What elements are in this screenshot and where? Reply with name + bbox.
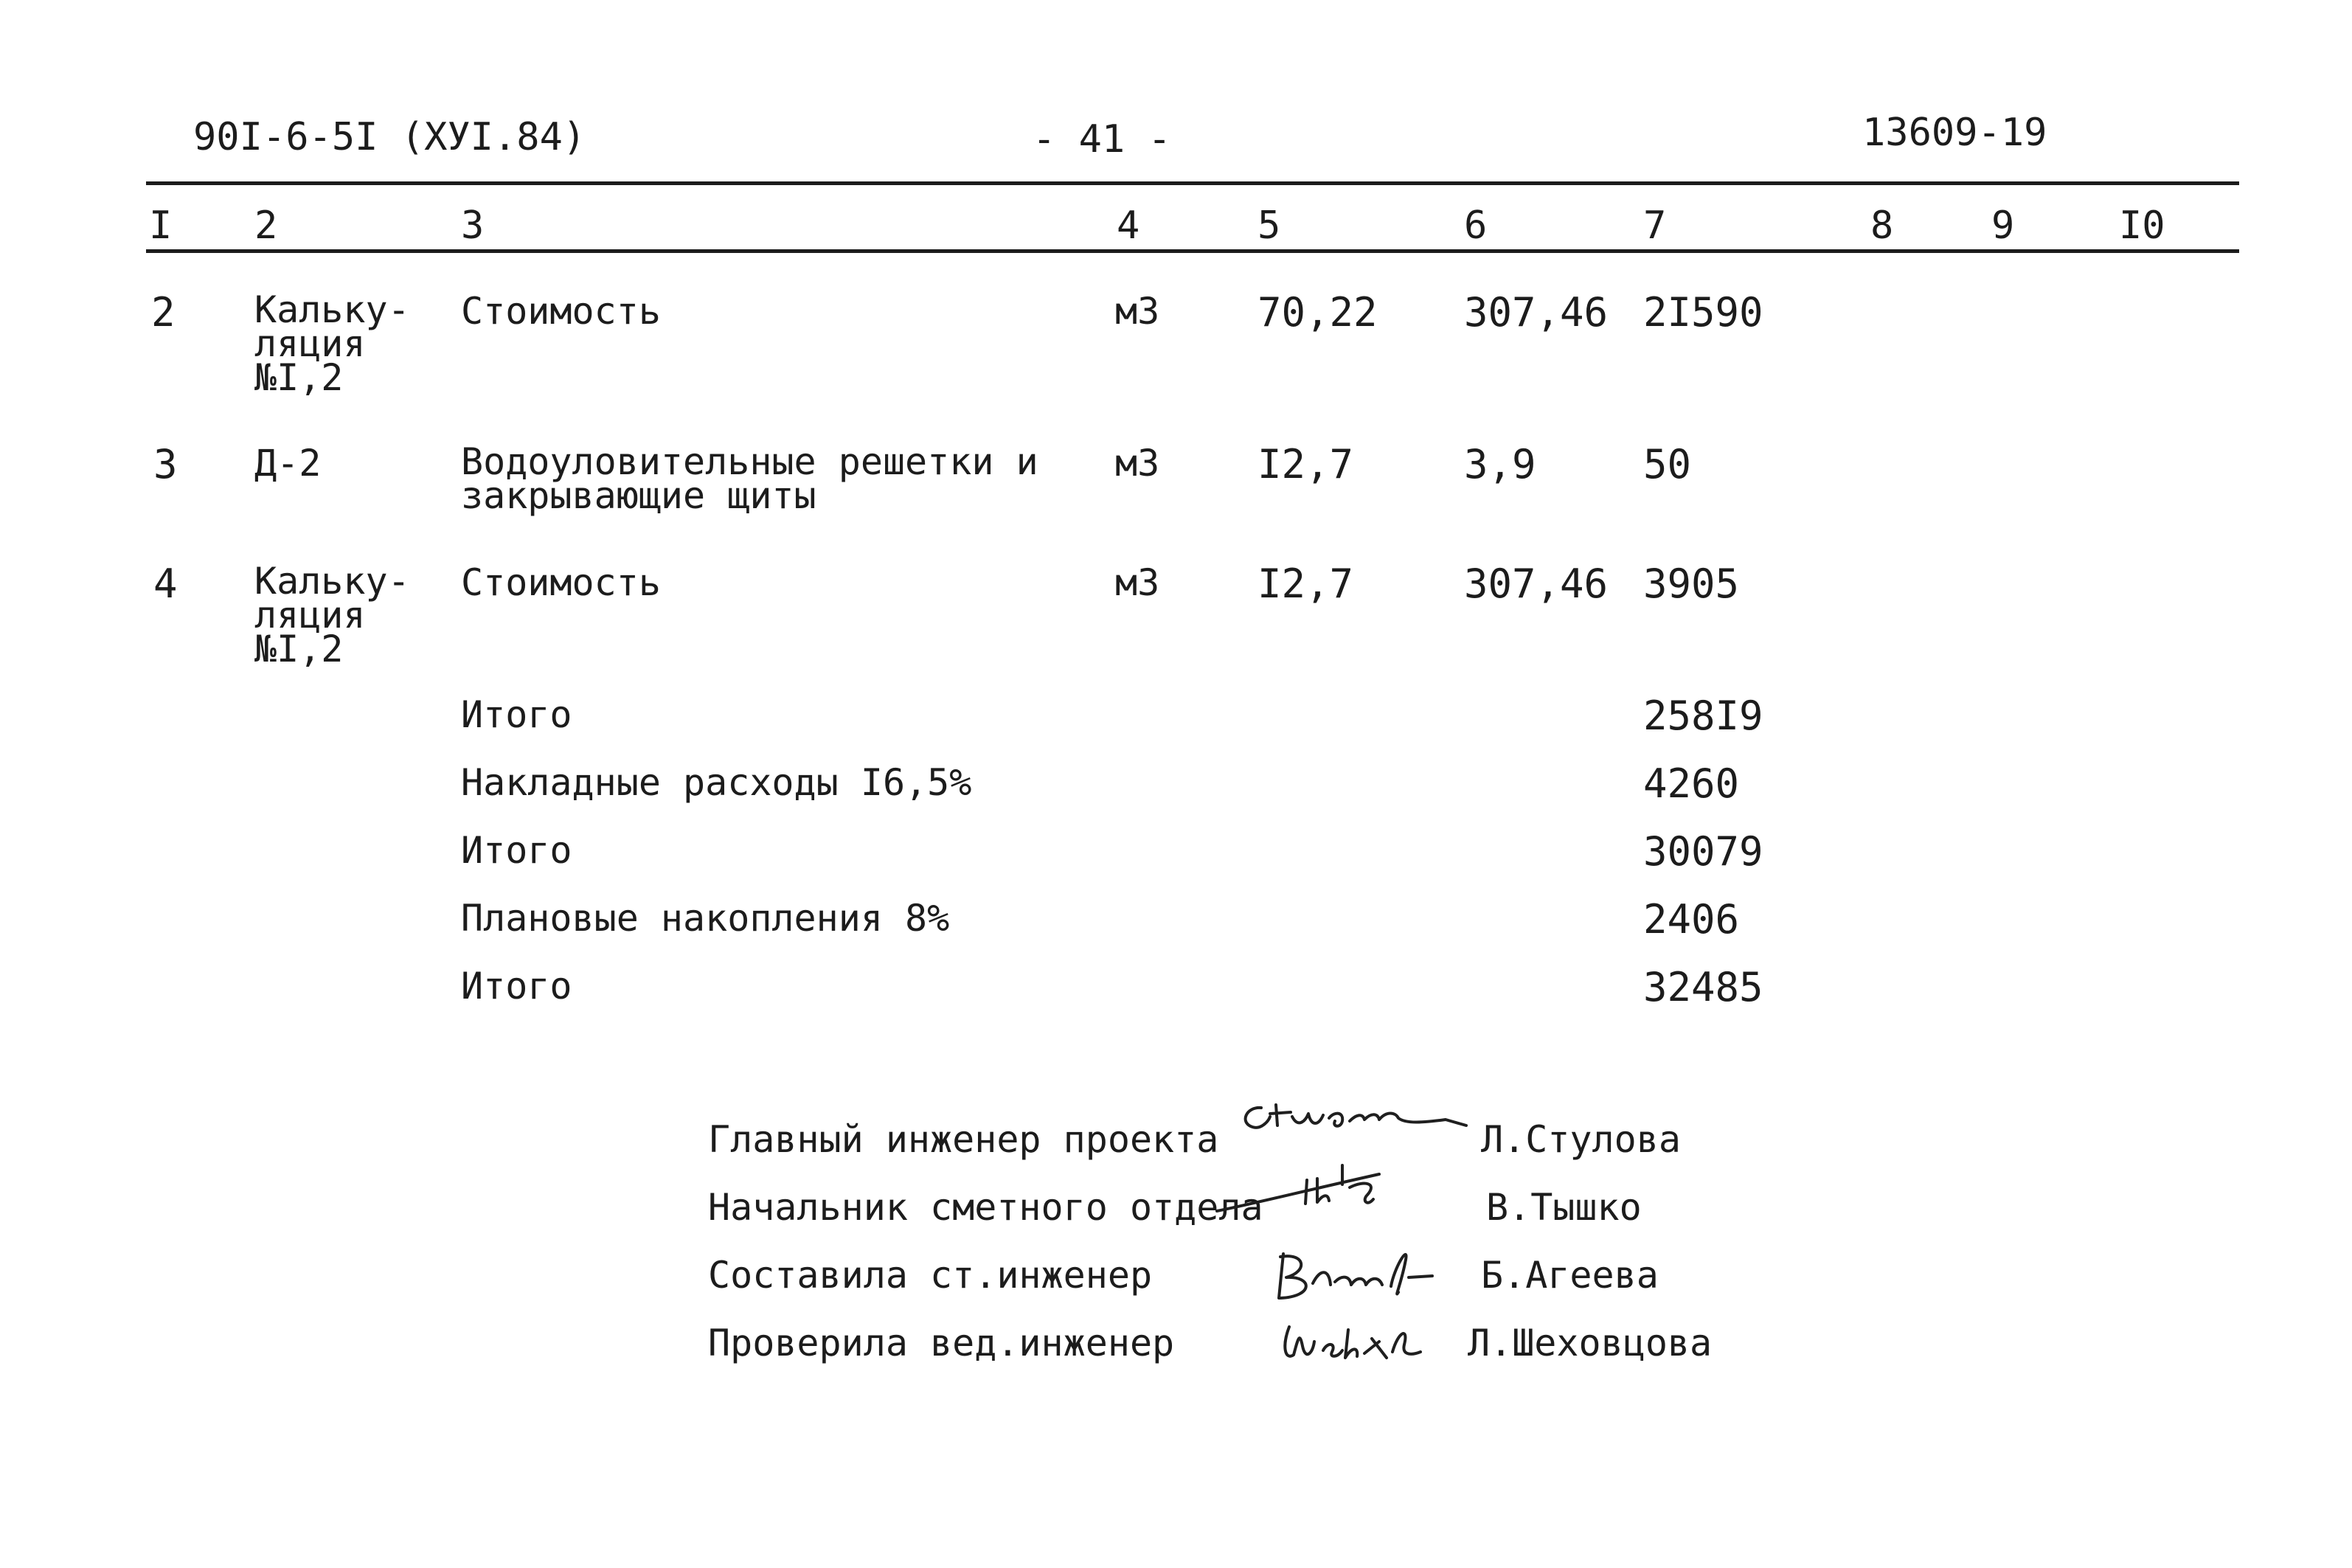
signatory-name: Л.Шеховцова bbox=[1468, 1322, 1713, 1364]
signature-stulova bbox=[1232, 1092, 1475, 1151]
row-number: 2 bbox=[151, 289, 176, 336]
totals-value: 258I9 bbox=[1643, 693, 1763, 739]
page-number: - 41 - bbox=[1033, 117, 1171, 162]
table-top-rule bbox=[146, 181, 2239, 185]
row-number: 3 bbox=[153, 441, 178, 488]
totals-label: Плановые накопления 8% bbox=[461, 897, 950, 940]
row-quantity: 70,22 bbox=[1257, 289, 1378, 336]
row-name: Стоимость bbox=[461, 290, 661, 333]
totals-value: 2406 bbox=[1643, 896, 1740, 943]
sheet-reference: 13609-19 bbox=[1862, 111, 2047, 155]
signatory-role: Начальник сметного отдела bbox=[708, 1186, 1263, 1229]
totals-label: Накладные расходы I6,5% bbox=[461, 761, 972, 804]
totals-value: 32485 bbox=[1643, 964, 1763, 1010]
column-header-2: 2 bbox=[254, 204, 278, 248]
row-basis: Кальку- ляция №I,2 bbox=[254, 560, 410, 670]
signature-shekhovtsova bbox=[1269, 1309, 1438, 1376]
row-quantity: I2,7 bbox=[1257, 561, 1354, 607]
totals-value: 30079 bbox=[1643, 828, 1763, 875]
signatory-name: Л.Стулова bbox=[1481, 1118, 1681, 1161]
document-code: 90I-6-5I (XУI.84) bbox=[193, 115, 586, 159]
column-header-6: 6 bbox=[1464, 204, 1488, 248]
signature-ageeva bbox=[1261, 1239, 1453, 1313]
signatory-name: Б.Агеева bbox=[1481, 1254, 1659, 1297]
row-price: 307,46 bbox=[1464, 561, 1609, 607]
totals-label: Итого bbox=[461, 965, 572, 1007]
row-number: 4 bbox=[153, 561, 178, 607]
column-header-8: 8 bbox=[1870, 204, 1894, 248]
row-total: 3905 bbox=[1643, 561, 1740, 607]
column-header-5: 5 bbox=[1257, 204, 1281, 248]
row-total: 2I590 bbox=[1643, 289, 1763, 336]
totals-label: Итого bbox=[461, 829, 572, 872]
row-unit: м3 bbox=[1115, 290, 1160, 333]
row-price: 3,9 bbox=[1464, 441, 1536, 488]
row-basis: Д-2 bbox=[254, 442, 322, 485]
row-unit: м3 bbox=[1115, 561, 1160, 604]
column-header-9: 9 bbox=[1991, 204, 2015, 248]
table-header-rule bbox=[146, 249, 2239, 253]
row-total: 50 bbox=[1643, 441, 1692, 488]
row-unit: м3 bbox=[1115, 442, 1160, 485]
totals-label: Итого bbox=[461, 693, 572, 736]
totals-value: 4260 bbox=[1643, 760, 1740, 807]
row-basis: Кальку- ляция №I,2 bbox=[254, 288, 410, 399]
row-quantity: I2,7 bbox=[1257, 441, 1354, 488]
row-price: 307,46 bbox=[1464, 289, 1609, 336]
signature-tyshko bbox=[1210, 1158, 1431, 1224]
column-header-10: I0 bbox=[2119, 204, 2165, 248]
signatory-role: Главный инженер проекта bbox=[708, 1118, 1219, 1161]
signatory-role: Составила ст.инженер bbox=[708, 1254, 1153, 1297]
column-header-3: 3 bbox=[461, 204, 485, 248]
signatory-role: Проверила вед.инженер bbox=[708, 1322, 1175, 1364]
column-header-7: 7 bbox=[1643, 204, 1667, 248]
row-name: Водоуловительные решетки и закрывающие щиты bbox=[461, 440, 1038, 517]
column-header-1: I bbox=[149, 204, 173, 248]
row-name: Стоимость bbox=[461, 561, 661, 604]
column-header-4: 4 bbox=[1117, 204, 1140, 248]
signatory-name: В.Тышко bbox=[1486, 1186, 1642, 1229]
